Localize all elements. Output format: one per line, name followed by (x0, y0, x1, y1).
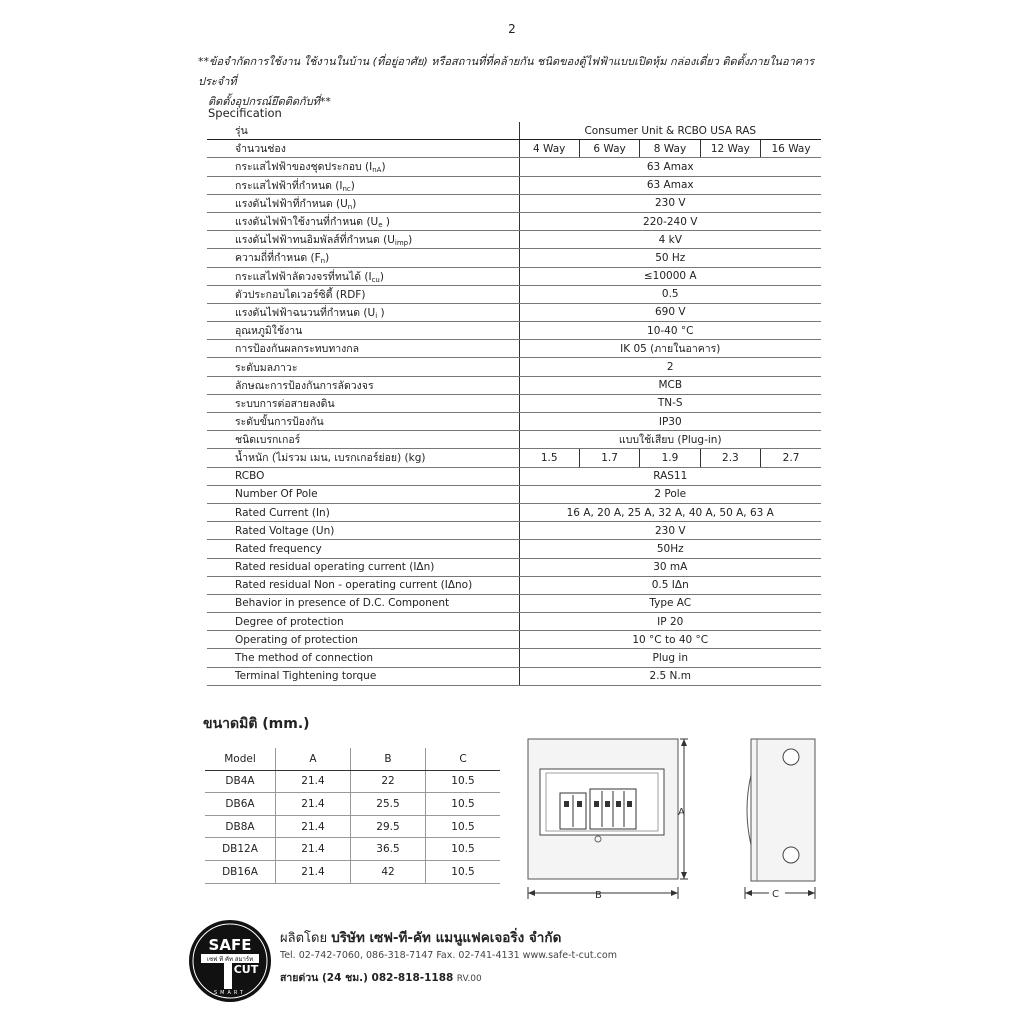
dimensions-cell: 21.4 (276, 838, 351, 861)
rcbo-row-value: 10 °C to 40 °C (519, 631, 821, 649)
spec-row-label-text: แรงดันไฟฟ้าใช้งานที่กำหนด (U (235, 216, 379, 229)
spec-row-label (207, 176, 519, 194)
dimensions-cell: 36.5 (351, 838, 426, 861)
company-line (280, 926, 561, 948)
spec-row-value: 230 V (519, 194, 821, 212)
spec-weight-cell: 1.5 (519, 449, 579, 467)
dimensions-cell: 10.5 (426, 815, 501, 838)
dimensions-row (205, 770, 500, 793)
spec-row-label (207, 158, 519, 176)
spec-row (207, 303, 821, 321)
rcbo-model: RAS11 (519, 467, 821, 485)
safe-t-cut-logo (188, 919, 272, 1003)
usage-note (198, 52, 838, 112)
dimension-c-label: C (772, 889, 779, 900)
rcbo-row-label: Operating of protection (207, 631, 519, 649)
spec-row-label-subscript: e (378, 221, 383, 230)
dimensions-cell: DB16A (205, 860, 276, 883)
spec-row-label-text: การป้องกันผลกระทบทางกล (235, 343, 360, 356)
spec-row-label-subscript: n (347, 202, 353, 211)
dimensions-cell: 21.4 (276, 815, 351, 838)
dimension-a-label: A (678, 807, 685, 818)
rcbo-row (207, 503, 821, 521)
spec-row-label (207, 212, 519, 230)
rcbo-row-value: 16 A, 20 A, 25 A, 32 A, 40 A, 50 A, 63 A (519, 503, 821, 521)
rcbo-row-value: 50Hz (519, 540, 821, 558)
spec-row-label-tail: ) (382, 216, 390, 229)
rcbo-row (207, 594, 821, 612)
spec-row-label-text: ลักษณะการป้องกันการลัดวงจร (235, 379, 374, 392)
spec-row-label-subscript: nA (372, 166, 382, 175)
rcbo-row-value: 30 mA (519, 558, 821, 576)
spec-way-cell: 12 Way (700, 140, 760, 158)
spec-row-value: 10-40 °C (519, 322, 821, 340)
logo-text-smart: SMART (213, 990, 247, 996)
spec-row-label (207, 231, 519, 249)
rcbo-row (207, 558, 821, 576)
dimensions-cell: 42 (351, 860, 426, 883)
logo-text-thai: เซฟ ที คัท สมาร์ท (206, 956, 254, 963)
spec-row-label (207, 285, 519, 303)
spec-header-label: รุ่น (207, 122, 519, 140)
rcbo-row-value: Plug in (519, 649, 821, 667)
spec-row-label-text: กระแสไฟฟ้าลัดวงจรที่ทนได้ (I (235, 270, 372, 283)
spec-row-label (207, 394, 519, 412)
spec-header-value: Consumer Unit & RCBO USA RAS (519, 122, 821, 140)
rcbo-row-label: Behavior in presence of D.C. Component (207, 594, 519, 612)
side-view-drawing (735, 735, 825, 905)
spec-row-label (207, 249, 519, 267)
rcbo-row-label: Degree of protection (207, 613, 519, 631)
dimensions-cell: 10.5 (426, 838, 501, 861)
dimensions-header-cell: A (276, 748, 351, 770)
dimensions-cell: 22 (351, 770, 426, 793)
spec-row (207, 212, 821, 230)
dimension-b-label: B (595, 890, 602, 901)
spec-row-label-text: กระแสไฟฟ้าของชุดประกอบ (I (235, 161, 373, 174)
spec-row (207, 431, 821, 449)
rcbo-row-value: 2 Pole (519, 485, 821, 503)
spec-row-value: TN-S (519, 394, 821, 412)
rcbo-row-value: 2.5 N.m (519, 667, 821, 685)
dimensions-cell: 21.4 (276, 770, 351, 793)
spec-row-value: MCB (519, 376, 821, 394)
page-number: 2 (508, 22, 516, 36)
spec-row-label-tail: ) (350, 179, 355, 192)
spec-row-label-subscript: imp (394, 239, 409, 248)
spec-row-value: 220-240 V (519, 212, 821, 230)
dimensions-cell: DB4A (205, 770, 276, 793)
rcbo-row-value: Type AC (519, 594, 821, 612)
dimensions-header-row (205, 748, 500, 770)
spec-row-label-text: กระแสไฟฟ้าที่กำหนด (I (235, 179, 343, 192)
company-name: บริษัท เซฟ-ที-คัท แมนูแฟคเจอริ่ง จำกัด (331, 930, 562, 946)
rcbo-row-label: Rated residual Non - operating current (IΔno) (207, 576, 519, 594)
spec-row-label-tail: ) (377, 306, 385, 319)
dimensions-cell: 10.5 (426, 793, 501, 816)
dimensions-cell: 10.5 (426, 770, 501, 793)
dimensions-cell: 21.4 (276, 793, 351, 816)
dimensions-header-cell: B (351, 748, 426, 770)
company-prefix: ผลิตโดย (280, 931, 328, 946)
dimensions-cell: DB12A (205, 838, 276, 861)
logo-text-cut: CUT (233, 963, 259, 976)
spec-row-value: 690 V (519, 303, 821, 321)
spec-row-label-text: ตัวประกอบไดเวอร์ซิตี้ (RDF) (235, 288, 366, 301)
spec-weight-cell: 2.3 (700, 449, 760, 467)
dimensions-row (205, 838, 500, 861)
dimensions-row (205, 815, 500, 838)
rcbo-row (207, 522, 821, 540)
hotline-text: สายด่วน (24 ชม.) 082-818-1188 (280, 972, 454, 984)
logo-text-safe: SAFE (208, 936, 252, 954)
spec-row (207, 413, 821, 431)
spec-row-value: แบบใช้เสียบ (Plug-in) (519, 431, 821, 449)
spec-row-label-tail: ) (352, 197, 357, 210)
spec-row (207, 267, 821, 285)
spec-row-label-tail: ) (325, 252, 330, 265)
rcbo-row-value: 230 V (519, 522, 821, 540)
spec-ways-row (207, 140, 821, 158)
dimensions-row (205, 793, 500, 816)
spec-row-label (207, 322, 519, 340)
spec-row (207, 376, 821, 394)
spec-row-value: IK 05 (ภายในอาคาร) (519, 340, 821, 358)
hotline-line (280, 969, 482, 986)
spec-row-value: 50 Hz (519, 249, 821, 267)
dimensions-cell: 10.5 (426, 860, 501, 883)
rcbo-row-value: 0.5 IΔn (519, 576, 821, 594)
spec-row-label (207, 340, 519, 358)
rcbo-row (207, 576, 821, 594)
spec-row (207, 158, 821, 176)
rcbo-row (207, 667, 821, 685)
spec-row-label-text: แรงดันไฟฟ้าทนอิมพัลส์ที่กำหนด (U (235, 234, 395, 247)
dimensions-table (205, 748, 500, 884)
rcbo-row (207, 540, 821, 558)
dimensions-cell: 25.5 (351, 793, 426, 816)
revision-text: RV.00 (456, 974, 482, 984)
front-view-drawing (520, 735, 710, 905)
dimensions-cell: DB6A (205, 793, 276, 816)
dimensions-cell: DB8A (205, 815, 276, 838)
rcbo-row-label: Rated Current (In) (207, 503, 519, 521)
rcbo-row-value: IP 20 (519, 613, 821, 631)
spec-row-label-text: แรงดันไฟฟ้าที่กำหนด (U (235, 197, 348, 210)
spec-weight-label: น้ำหนัก (ไม่รวม เมน, เบรกเกอร์ย่อย) (kg) (207, 449, 519, 467)
spec-row (207, 194, 821, 212)
spec-row-label-text: ชนิดเบรกเกอร์ (235, 434, 301, 447)
spec-way-cell: 4 Way (519, 140, 579, 158)
spec-row (207, 231, 821, 249)
dimensions-header-cell: C (426, 748, 501, 770)
spec-row-label (207, 194, 519, 212)
rcbo-row-label: The method of connection (207, 649, 519, 667)
usage-note-line2: ติดตั้งอุปกรณ์ยึดติดกับที่** (208, 95, 331, 108)
spec-ways-label: จำนวนช่อง (207, 140, 519, 158)
rcbo-row-label: Rated frequency (207, 540, 519, 558)
rcbo-header-row (207, 467, 821, 485)
spec-row-label (207, 431, 519, 449)
spec-row-value: 4 kV (519, 231, 821, 249)
spec-way-cell: 16 Way (761, 140, 821, 158)
spec-row-label-text: ระบบการต่อสายลงดิน (235, 397, 335, 410)
rcbo-row-label: Terminal Tightening torque (207, 667, 519, 685)
dimensions-cell: 21.4 (276, 860, 351, 883)
spec-header-row (207, 122, 821, 140)
spec-title: Specification (208, 106, 282, 120)
spec-row-value: 2 (519, 358, 821, 376)
spec-row-value: ≤10000 A (519, 267, 821, 285)
spec-row-label (207, 267, 519, 285)
spec-row-label-tail: ) (381, 161, 386, 174)
spec-row-label-tail: ) (408, 234, 413, 247)
rcbo-row-label: Rated Voltage (Un) (207, 522, 519, 540)
spec-weight-cell: 1.7 (579, 449, 639, 467)
spec-row-label-text: แรงดันไฟฟ้าฉนวนที่กำหนด (U (235, 306, 376, 319)
rcbo-row-label: Number Of Pole (207, 485, 519, 503)
spec-row (207, 358, 821, 376)
spec-row-label-text: ระดับขั้นการป้องกัน (235, 416, 324, 429)
spec-row-label-tail: ) (379, 270, 384, 283)
spec-row-label-subscript: cu (371, 275, 380, 284)
spec-row (207, 340, 821, 358)
dimensions-cell: 29.5 (351, 815, 426, 838)
usage-note-line1: **ข้อจำกัดการใช้งาน ใช้งานในบ้าน (ที่อยู่อาศัย) หรือสถานที่ที่คล้ายกัน ชนิดของตู้ไฟฟ้าแบบเปิดหุ้ม กล่องเดี่ยว ติดตั้งภายในอาคารประจำที่ (198, 55, 815, 88)
rcbo-label: RCBO (207, 467, 519, 485)
spec-row (207, 285, 821, 303)
spec-way-cell: 8 Way (640, 140, 700, 158)
spec-row-value: 63 Amax (519, 176, 821, 194)
rcbo-row (207, 631, 821, 649)
spec-weight-row (207, 449, 821, 467)
spec-row-label-subscript: nc (342, 184, 351, 193)
spec-row-value: 63 Amax (519, 158, 821, 176)
dimensions-header-cell: Model (205, 748, 276, 770)
spec-row (207, 176, 821, 194)
spec-row-label-subscript: n (320, 257, 326, 266)
dimensions-row (205, 860, 500, 883)
spec-row-label (207, 358, 519, 376)
spec-row-label-text: อุณหภูมิใช้งาน (235, 325, 303, 338)
rcbo-row (207, 613, 821, 631)
spec-row (207, 322, 821, 340)
spec-row-label (207, 413, 519, 431)
spec-row-label (207, 376, 519, 394)
rcbo-row-label: Rated residual operating current (IΔn) (207, 558, 519, 576)
spec-weight-cell: 1.9 (640, 449, 700, 467)
spec-row-label-subscript: i (375, 311, 378, 320)
rcbo-row (207, 485, 821, 503)
dimensions-title: ขนาดมิติ (mm.) (203, 716, 310, 732)
spec-row-label-text: ระดับมลภาวะ (235, 361, 298, 374)
spec-table (207, 122, 821, 686)
spec-row-label-text: ความถี่ที่กำหนด (F (235, 252, 321, 265)
spec-way-cell: 6 Way (579, 140, 639, 158)
contact-line: Tel. 02-742-7060, 086-318-7147 Fax. 02-741-4131 www.safe-t-cut.com (280, 950, 617, 961)
spec-row (207, 249, 821, 267)
spec-row-label (207, 303, 519, 321)
spec-weight-cell: 2.7 (761, 449, 821, 467)
spec-row (207, 394, 821, 412)
spec-row-value: IP30 (519, 413, 821, 431)
rcbo-row (207, 649, 821, 667)
spec-row-value: 0.5 (519, 285, 821, 303)
